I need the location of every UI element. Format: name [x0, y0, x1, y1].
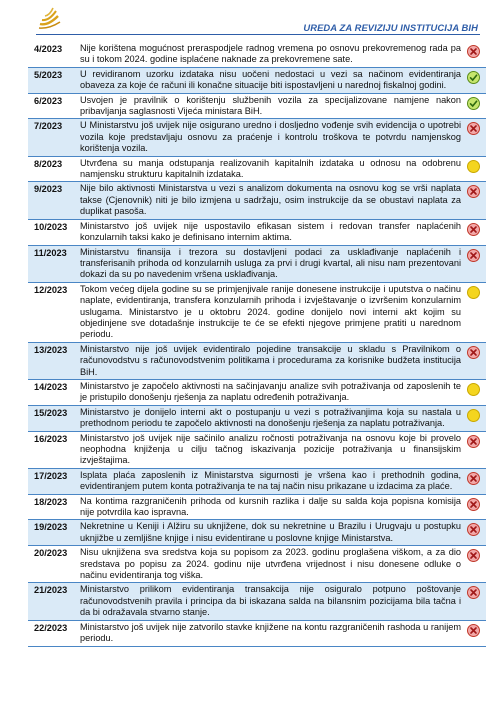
recommendation-status-text: Nekretnine u Keniji i Alžiru su uknjižene, dok su nekretnine u Brazilu i Urugvaju u postupku uknjižbe u zemljišne knjige i nisu evidentirane u poslovne knjige Ministarstva.: [80, 521, 461, 543]
page-header: [0, 0, 502, 40]
table-row: [28, 469, 486, 495]
table-row: [28, 68, 486, 94]
status-cell: [463, 520, 486, 545]
implemented-check-icon: [467, 71, 480, 84]
not-implemented-icon: [467, 223, 480, 236]
recommendation-status-text: Ministarstvo još uvijek nije zatvorilo stavke knjižene na kontu razgraničenih rashoda u ranijem periodu.: [80, 621, 461, 644]
partially-implemented-icon: [467, 160, 480, 173]
header-title: UREDA ZA REVIZIJU INSTITUCIJA BIH: [303, 22, 478, 33]
recommendation-status-text: Ministarstvo je započelo aktivnosti na sačinjavanju analize svih potraživanja od zaposlenih te je pristupilo donošenju rješenja za naplatu određenih potraživanja.: [80, 380, 461, 403]
recommendation-number: 4/2023: [34, 44, 63, 54]
recommendation-number: 13/2023: [34, 344, 68, 355]
table-row: [28, 583, 486, 620]
not-implemented-icon: [467, 435, 480, 448]
not-implemented-icon: [467, 624, 480, 637]
status-cell: [463, 583, 486, 619]
not-implemented-icon: [467, 549, 480, 562]
recommendation-number: 18/2023: [34, 496, 68, 507]
table-row: [28, 343, 486, 380]
recommendation-number: 8/2023: [34, 158, 63, 169]
status-cell: [463, 283, 486, 342]
status-cell: [463, 94, 486, 119]
status-cell: [463, 546, 486, 582]
recommendation-number: 20/2023: [34, 548, 68, 559]
status-cell: [463, 406, 486, 431]
table-row: [28, 546, 486, 583]
partially-implemented-icon: [467, 286, 480, 299]
status-cell: [463, 432, 486, 468]
table-row: [28, 621, 486, 647]
not-implemented-icon: [467, 45, 480, 58]
recommendation-number: 17/2023: [34, 470, 68, 481]
not-implemented-icon: [467, 249, 480, 262]
recommendation-status-text: Ministarstvu finansija i trezora su dostavljeni podaci za usklađivanje naplaćenih i transferisanih prihoda od konzularnih usluga za prvi i drugi kvartal, ali nisu nam prezentovani dokazi da su po navedenim vršena usklađivanja.: [80, 246, 461, 280]
recommendation-status-text: Ministarstvo je donijelo interni akt o postupanju u vezi s potraživanjima koja su nastala u prethodnom periodu te započelo aktivnosti na donošenju rješenja za naplatu potraživanja.: [80, 406, 461, 429]
recommendation-number: 6/2023: [34, 95, 63, 106]
status-cell: [463, 182, 486, 218]
recommendation-status-text: Nisu uknjižena sva sredstva koja su popisom za 2023. godinu proglašena viškom, a za dio sredstava po popisu za 2024. godinu nije utvrđena vrijednost i nisu donesene odluke o načinu evidentiranja tog viška.: [80, 547, 461, 581]
recommendation-status-text: Ministarstvo još uvijek nije uspostavilo efikasan sistem i redovan transfer naplaćenih konzularnih taksi kako je definisano internim aktima.: [80, 220, 461, 243]
table-row: [28, 157, 486, 183]
header-divider: [36, 34, 480, 35]
recommendation-status-text: Usvojen je pravilnik o korištenju službenih vozila za specijalizovane namjene nakon pribavljanja saglasnosti Vijeća ministara BiH.: [80, 94, 461, 117]
status-cell: [463, 119, 486, 155]
not-implemented-icon: [467, 472, 480, 485]
status-cell: [463, 380, 486, 405]
status-cell: [463, 469, 486, 494]
partially-implemented-icon: [467, 383, 480, 396]
recommendation-status-text: Tokom većeg dijela godine su se primjenjivale ranije donesene instrukcije i uputstva o načinu naplate, evidentiranja, transfera konzularnih prihoda i izvještavanje o izvršenim konzularnim uslugama. Ministarstvo je u oktobru 2024. godine donijelo novi interni akt kojim su objedinjene sve dotadašnje instrukcije te će se efekti njegove primjene pratiti u narednom periodu.: [80, 283, 461, 340]
table-row: [28, 495, 486, 521]
recommendation-status-text: Ministarstvo prilikom evidentiranja transakcija nije osiguralo potpuno poštovanje računovodstvenih pravila i principa da bi iskazana salda na bilansnim pozicijama bila tačna i da bi odražavala stvarno stanje.: [80, 584, 461, 618]
status-cell: [463, 495, 486, 520]
table-row: [28, 432, 486, 469]
recommendation-number: 7/2023: [34, 121, 63, 132]
table-row: [28, 220, 486, 246]
not-implemented-icon: [467, 346, 480, 359]
implemented-check-icon: [467, 97, 480, 110]
table-row: [28, 520, 486, 546]
table-row: [28, 246, 486, 283]
recommendation-status-text: U revidiranom uzorku izdataka nisu uočeni nedostaci u vezi sa načinom evidentiranja obaveza za koje će računi ili konačne situacije biti ispostavljeni u narednoj fiskalnoj godini.: [80, 68, 461, 91]
table-row: [28, 406, 486, 432]
status-cell: [463, 343, 486, 379]
not-implemented-icon: [467, 498, 480, 511]
recommendation-number: 5/2023: [34, 69, 63, 80]
recommendation-number: 21/2023: [34, 585, 68, 596]
not-implemented-icon: [467, 122, 480, 135]
table-row: [28, 182, 486, 219]
status-cell: [463, 42, 486, 67]
recommendation-number: 15/2023: [34, 407, 68, 418]
recommendation-number: 11/2023: [34, 247, 67, 258]
recommendation-status-text: Utvrđena su manja odstupanja realizovanih kapitalnih izdataka u odnosu na odobrenu namjensku strukturu kapitalnih izdataka.: [80, 157, 461, 180]
table-row: [28, 94, 486, 120]
status-cell: [463, 246, 486, 282]
recommendation-status-text: Isplata plaća zaposlenih iz Ministarstva sigurnosti je vršena kao i prethodnih godina, evidentiranjem putem konta potraživanja te na taj način nisu prikazane u izdacima za plaće.: [80, 469, 461, 492]
recommendation-number: 16/2023: [34, 433, 68, 444]
recommendation-number: 14/2023: [34, 381, 68, 392]
recommendation-number: 22/2023: [34, 622, 68, 633]
recommendation-status-text: Ministarstvo nije još uvijek evidentiralo pojedine transakcije u skladu s Pravilnikom o računovodstvu s računovodstvenim politikama i procedurama za korisnike budžeta institucija BiH.: [80, 343, 461, 377]
status-cell: [463, 157, 486, 182]
recommendation-number: 12/2023: [34, 284, 68, 295]
not-implemented-icon: [467, 523, 480, 536]
partially-implemented-icon: [467, 409, 480, 422]
recommendation-status-text: Ministarstvo još uvijek nije sačinilo analizu ročnosti potraživanja na osnovu koje bi provelo neophodna knjiženja u cilju tačnog iskazivanja pozicije potraživanja u finansijskim izvještajima.: [80, 432, 461, 466]
recommendation-status-text: Nije bilo aktivnosti Ministarstva u vezi s analizom dokumenta na osnovu kog se vrši naplata takse (Cjenovnik) niti je bilo izmjena u sadržaju, osim instrukcije da se obustavi naplata za duplikat pasoša.: [80, 183, 461, 217]
recommendation-status-text: Nije korištena mogućnost preraspodjele radnog vremena po osnovu prekovremenog rada pa su i tokom 2024. godine isplaćene naknade za prekovremene sate.: [80, 43, 461, 65]
status-cell: [463, 621, 486, 646]
table-row: [28, 119, 486, 156]
table-row: [28, 380, 486, 406]
recommendation-status-text: Na kontima razgraničenih prihoda od kursnih razlika i dalje su salda koja popisna komisija nije potvrdila kao ispravna.: [80, 495, 461, 518]
table-row: [28, 283, 486, 343]
not-implemented-icon: [467, 586, 480, 599]
not-implemented-icon: [467, 185, 480, 198]
status-cell: [463, 68, 486, 93]
institution-logo-icon: [36, 6, 62, 30]
status-cell: [463, 220, 486, 245]
recommendation-number: 9/2023: [34, 184, 63, 195]
recommendation-number: 19/2023: [34, 522, 68, 533]
recommendations-table: [28, 42, 486, 647]
table-row: [28, 42, 486, 68]
recommendation-number: 10/2023: [34, 221, 68, 232]
recommendation-status-text: U Ministarstvu još uvijek nije osigurano uredno i dosljedno vođenje svih evidencija o upotrebi vozila koje predstavljaju osnovu za praćenje i kontrolu troškova te potvrdu namjenskog korištenja vozila.: [80, 120, 461, 154]
